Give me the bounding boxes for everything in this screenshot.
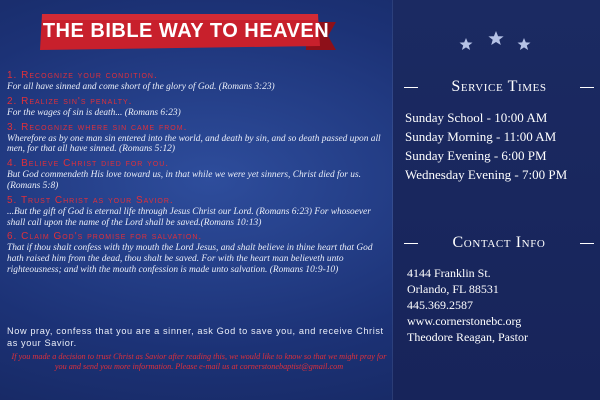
star-icon [518,38,531,50]
service-time-item: Sunday School - 10:00 AM [405,110,548,125]
service-times-title: Service Times [451,78,547,95]
heading-rule [404,87,418,88]
contact-website-link[interactable]: www.cornerstonebc.org [407,314,522,328]
contact-address: 4144 Franklin St. [407,266,491,280]
service-time-item: Sunday Morning - 11:00 AM [405,129,557,144]
contact-city: Orlando, FL 88531 [407,282,499,296]
step-heading: 5. Trust Christ as your Savior. [7,194,174,206]
contact-info-title: Contact Info [452,234,546,251]
contact-info-list [407,265,597,345]
service-time-item: Wednesday Evening - 7:00 PM [405,167,568,182]
step-scripture: ...But the gift of God is eternal life through Jesus Christ our Lord. (Romans 6:23) For whosoever shall call upon the name of the Lord shall be saved.(Romans 10:13) [7,206,371,228]
prayer-text: Now pray, confess that you are a sinner, ask God to save you, and receive Christ as your Savior. [7,326,384,348]
heading-rule [580,87,594,88]
step-heading: 2. Realize sin's penalty. [7,95,133,107]
step-heading: 3. Recognize where sin came from. [7,121,188,133]
contact-phone: 445.369.2587 [407,298,473,312]
step-heading: 4. Believe Christ died for you. [7,158,170,170]
contact-pastor: Theodore Reagan, Pastor [407,330,528,344]
step-item [7,96,391,119]
three-stars-icon [456,30,536,54]
step-item [7,70,391,93]
steps-list [7,70,391,279]
step-scripture: That if thou shalt confess with thy mouth the Lord Jesus, and shalt believe in thine heart that God hath raised him from the dead, thou shalt be saved. For with the heart man believeth unto righteousness; and with the mouth confession is made unto salvation. (Romans 10:9-10) [7,243,373,275]
step-item [7,195,391,229]
step-heading: 1. Recognize your condition. [7,70,158,81]
decision-footnote: If you made a decision to trust Christ as Savior after reading this, we would like to know so that we might pray for you and send you more information. Please e-mail us at cornerstonebaptist@gmail.com [11,352,387,371]
step-scripture: For the wages of sin is death... (Romans 6:23) [7,107,181,118]
star-icon [460,38,473,50]
step-item [7,122,391,156]
title-banner [36,12,336,54]
service-times-heading [404,78,594,96]
step-item [7,158,391,192]
service-times-list [405,108,595,184]
heading-rule [580,243,594,244]
step-item [7,231,391,275]
step-scripture: But God commendeth His love toward us, in that while we were yet sinners, Christ died for us. (Romans 5:8) [7,170,361,191]
step-heading: 6. Claim God's promise for salvation. [7,231,203,243]
star-icon [488,31,503,45]
service-time-item: Sunday Evening - 6:00 PM [405,148,547,163]
page-title: THE BIBLE WAY TO HEAVEN [42,20,330,42]
step-scripture: Wherefore as by one man sin entered into the world, and death by sin, and so death passed upon all men, for that all have sinned. (Romans 5:12) [7,133,381,155]
step-scripture: For all have sinned and come short of the glory of God. (Romans 3:23) [7,82,275,92]
contact-info-heading [404,234,594,252]
heading-rule [404,243,418,244]
